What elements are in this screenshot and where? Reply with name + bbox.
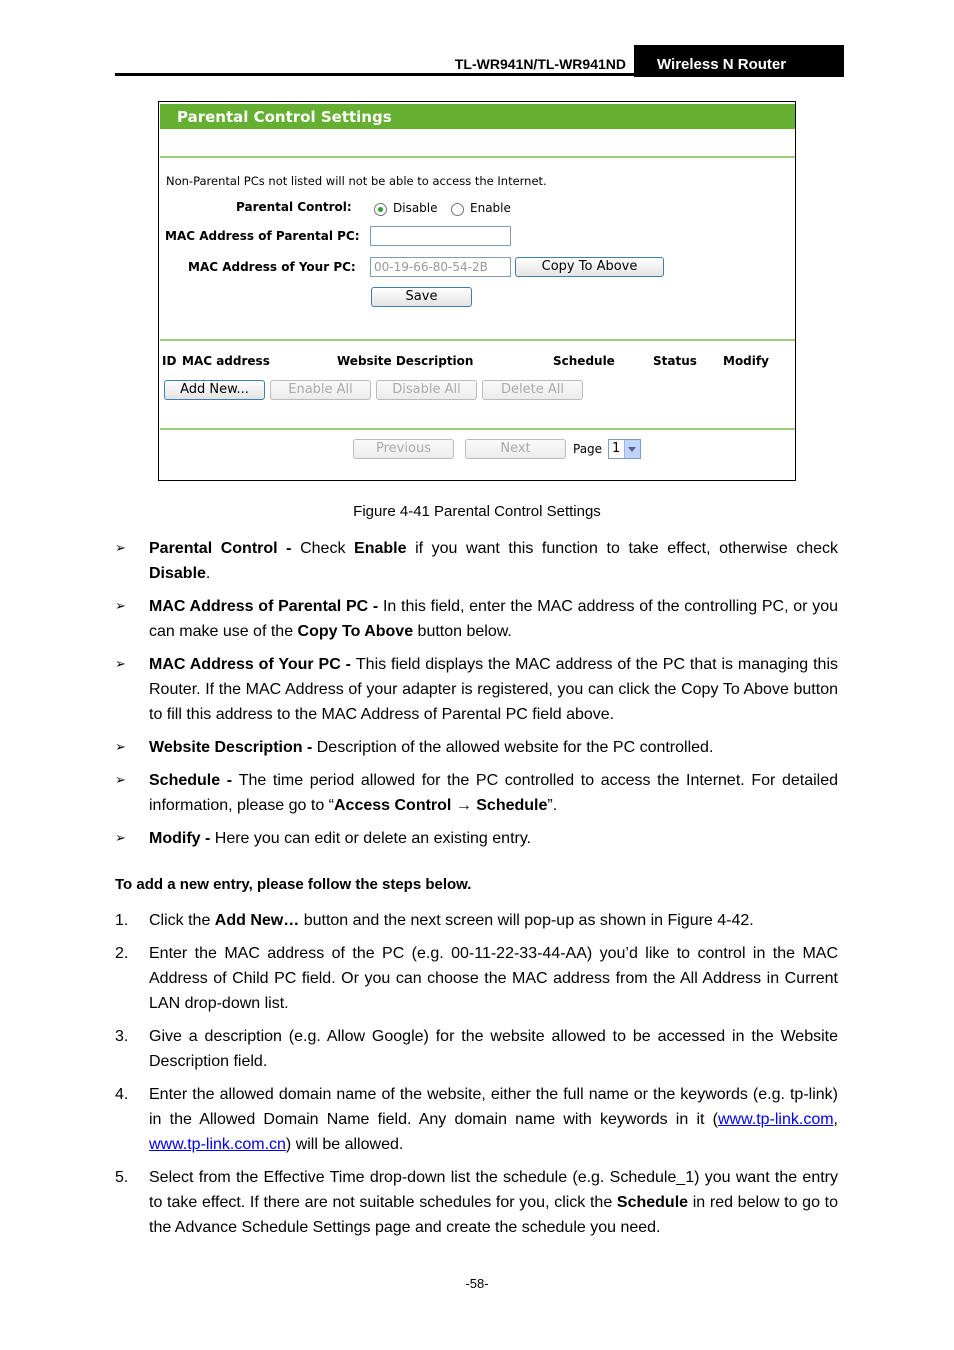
page-select[interactable] bbox=[608, 439, 641, 459]
link-tp-link-com-cn[interactable]: www.tp-link.com.cn bbox=[149, 1136, 286, 1153]
page-label: Page bbox=[573, 442, 603, 456]
link-tp-link-com[interactable]: www.tp-link.com bbox=[717, 1111, 834, 1128]
col-modify: Modify bbox=[723, 354, 769, 368]
mac-parent-input[interactable] bbox=[370, 226, 511, 246]
arrow-bullet-icon: ➢ bbox=[115, 739, 126, 754]
step-5: Select from the Effective Time drop-down list the schedule (e.g. Schedule_1) you want the entry to take effect. If there are not suitable schedules for you, click the Schedule in red below to go to the Advance Schedule Settings page and create the schedule you need. bbox=[149, 1169, 838, 1236]
header-product: Wireless N Router bbox=[657, 56, 787, 73]
mac-parent-label: MAC Address of Parental PC: bbox=[165, 229, 360, 243]
step-3: Give a description (e.g. Allow Google) for the website allowed to be accessed in the Website Description field. bbox=[149, 1028, 838, 1070]
next-button[interactable]: Next bbox=[465, 439, 566, 459]
steps-heading: To add a new entry, please follow the steps below. bbox=[115, 876, 472, 893]
radio-disable-label: Disable bbox=[393, 201, 438, 215]
panel-title: Parental Control Settings bbox=[177, 108, 392, 126]
step-number: 3. bbox=[115, 1028, 129, 1045]
parental-control-panel bbox=[158, 101, 796, 481]
col-schedule: Schedule bbox=[553, 354, 615, 368]
bullet-parental-control: Parental Control - Check Enable if you want this function to take effect, otherwise check Disable. bbox=[149, 540, 838, 582]
add-new-button[interactable]: Add New... bbox=[164, 380, 265, 400]
panel-title-bar bbox=[160, 104, 795, 129]
step-4: Enter the allowed domain name of the website, either the full name or the keywords (e.g. tp-link) in the Allowed Domain Name field. Any domain name with keywords in it (www.tp-link.com, www.tp-link.com.cn) will be allowed. bbox=[149, 1086, 838, 1153]
radio-disable[interactable] bbox=[374, 203, 387, 216]
step-2: Enter the MAC address of the PC (e.g. 00-11-22-33-44-AA) you’d like to control in the MAC Address of Child PC field. Or you can choose the MAC address from the All Address in Current LAN drop-down list. bbox=[149, 945, 838, 1012]
note-text: Non-Parental PCs not listed will not be able to access the Internet. bbox=[166, 174, 547, 188]
col-website: Website Description bbox=[337, 354, 474, 368]
bullet-schedule: Schedule - The time period allowed for the PC controlled to access the Internet. For detailed information, please go to “Access Control → Schedule”. bbox=[149, 772, 839, 814]
mac-your-label: MAC Address of Your PC: bbox=[188, 260, 356, 274]
col-id: ID bbox=[162, 354, 177, 368]
arrow-bullet-icon: ➢ bbox=[115, 598, 126, 613]
step-number: 5. bbox=[115, 1169, 129, 1186]
step-1: Click the Add New… button and the next screen will pop-up as shown in Figure 4-42. bbox=[149, 912, 754, 929]
step-number: 2. bbox=[115, 945, 129, 962]
step-number: 4. bbox=[115, 1086, 129, 1103]
bullet-website-description: Website Description - Description of the allowed website for the PC controlled. bbox=[149, 739, 714, 756]
enable-all-button[interactable]: Enable All bbox=[270, 380, 371, 400]
divider bbox=[160, 156, 795, 158]
header-model: TL-WR941N/TL-WR941ND bbox=[454, 56, 626, 72]
bullet-modify: Modify - Here you can edit or delete an existing entry. bbox=[149, 830, 532, 847]
figure-caption: Figure 4-41 Parental Control Settings bbox=[353, 503, 601, 520]
previous-button[interactable]: Previous bbox=[353, 439, 454, 459]
col-status: Status bbox=[653, 354, 697, 368]
col-mac: MAC address bbox=[182, 354, 270, 368]
page-select-value: 1 bbox=[612, 441, 621, 456]
delete-all-button[interactable]: Delete All bbox=[482, 380, 583, 400]
header-rule bbox=[115, 73, 844, 76]
radio-enable-label: Enable bbox=[470, 201, 511, 215]
chevron-down-icon bbox=[624, 440, 640, 458]
page-number: -58- bbox=[465, 1276, 489, 1291]
arrow-bullet-icon: ➢ bbox=[115, 656, 126, 671]
bullet-mac-your: MAC Address of Your PC - This field displays the MAC address of the PC that is managing this Router. If the MAC Address of your adapter is registered, you can click the Copy To Above button to fill this address to the MAC Address of Parental PC field above. bbox=[149, 656, 838, 723]
arrow-bullet-icon: ➢ bbox=[115, 540, 126, 555]
radio-enable[interactable] bbox=[451, 203, 464, 216]
save-button[interactable]: Save bbox=[371, 287, 472, 307]
parental-control-label: Parental Control: bbox=[236, 200, 352, 214]
step-number: 1. bbox=[115, 912, 129, 929]
divider bbox=[160, 339, 795, 341]
arrow-bullet-icon: ➢ bbox=[115, 772, 126, 787]
disable-all-button[interactable]: Disable All bbox=[376, 380, 477, 400]
mac-your-input: 00-19-66-80-54-2B bbox=[370, 257, 511, 277]
arrow-bullet-icon: ➢ bbox=[115, 830, 126, 845]
divider bbox=[160, 428, 795, 430]
bullet-mac-parent: MAC Address of Parental PC - In this field, enter the MAC address of the controlling PC, or you can make use of the Copy To Above button below. bbox=[149, 598, 839, 640]
copy-to-above-button[interactable]: Copy To Above bbox=[515, 257, 664, 277]
